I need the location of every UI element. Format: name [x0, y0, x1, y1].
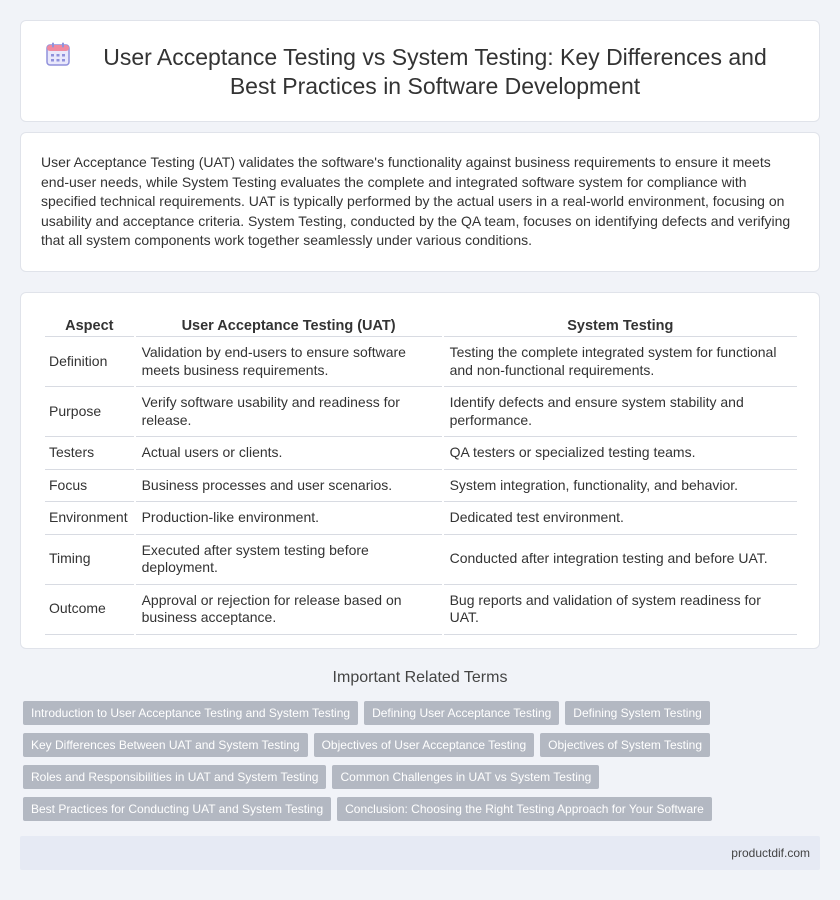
row-uat-cell: Actual users or clients. [136, 437, 442, 470]
table-header-row [45, 315, 797, 337]
related-term-link[interactable]: Objectives of System Testing [540, 733, 710, 757]
row-aspect-cell: Purpose [45, 387, 134, 437]
related-terms-row [23, 765, 823, 789]
table-row [45, 470, 797, 503]
table-row [45, 387, 797, 437]
header-uat: User Acceptance Testing (UAT) [136, 315, 442, 337]
row-aspect-cell: Timing [45, 535, 134, 585]
comparison-table [43, 315, 799, 635]
table-row [45, 585, 797, 635]
related-term-link[interactable]: Defining System Testing [565, 701, 710, 725]
page-title: User Acceptance Testing vs System Testing: Key Differences and Best Practices in Software Development [103, 44, 767, 99]
row-system-cell: Testing the complete integrated system for functional and non-functional requirements. [444, 337, 797, 387]
related-term-link[interactable]: Conclusion: Choosing the Right Testing Approach for Your Software [337, 797, 712, 821]
related-term-link[interactable]: Common Challenges in UAT vs System Testing [332, 765, 599, 789]
row-aspect-cell: Definition [45, 337, 134, 387]
row-uat-cell: Approval or rejection for release based on business acceptance. [136, 585, 442, 635]
footer [20, 836, 820, 870]
row-aspect-cell: Outcome [45, 585, 134, 635]
row-aspect-cell: Testers [45, 437, 134, 470]
footer-site: productdif.com [731, 846, 810, 860]
row-system-cell: QA testers or specialized testing teams. [444, 437, 797, 470]
row-uat-cell: Verify software usability and readiness for release. [136, 387, 442, 437]
row-uat-cell: Production-like environment. [136, 502, 442, 535]
row-uat-cell: Business processes and user scenarios. [136, 470, 442, 503]
row-system-cell: Conducted after integration testing and before UAT. [444, 535, 797, 585]
row-system-cell: Bug reports and validation of system readiness for UAT. [444, 585, 797, 635]
intro-paragraph: User Acceptance Testing (UAT) validates the software's functionality against business requirements to ensure it meets end-user needs, while System Testing evaluates the complete and integrated software system for compliance with specified technical requirements. UAT is typically performed by the actual users in a real-world environment, focusing on usability and acceptance criteria. System Testing, conducted by the QA team, focuses on identifying defects and verifying that all system components work together seamlessly under various conditions. [41, 154, 791, 248]
related-term-link[interactable]: Best Practices for Conducting UAT and System Testing [23, 797, 331, 821]
row-uat-cell: Validation by end-users to ensure software meets business requirements. [136, 337, 442, 387]
table-row [45, 337, 797, 387]
related-term-link[interactable]: Objectives of User Acceptance Testing [314, 733, 535, 757]
related-terms-row [23, 797, 823, 821]
related-term-link[interactable]: Key Differences Between UAT and System Testing [23, 733, 308, 757]
table-row [45, 502, 797, 535]
intro-card [20, 132, 820, 272]
row-uat-cell: Executed after system testing before deployment. [136, 535, 442, 585]
row-system-cell: Identify defects and ensure system stability and performance. [444, 387, 797, 437]
row-aspect-cell: Environment [45, 502, 134, 535]
related-terms-title: Important Related Terms [332, 669, 508, 686]
header-system-testing: System Testing [444, 315, 797, 337]
comparison-card [20, 292, 820, 649]
header-aspect: Aspect [45, 315, 134, 337]
related-terms-list [23, 701, 823, 829]
table-row [45, 437, 797, 470]
row-aspect-cell: Focus [45, 470, 134, 503]
related-terms-row [23, 701, 823, 725]
header-card [20, 20, 820, 122]
related-term-link[interactable]: Introduction to User Acceptance Testing and System Testing [23, 701, 358, 725]
row-system-cell: System integration, functionality, and behavior. [444, 470, 797, 503]
table-row [45, 535, 797, 585]
related-term-link[interactable]: Defining User Acceptance Testing [364, 701, 559, 725]
related-terms-row [23, 733, 823, 757]
related-term-link[interactable]: Roles and Responsibilities in UAT and System Testing [23, 765, 326, 789]
row-system-cell: Dedicated test environment. [444, 502, 797, 535]
